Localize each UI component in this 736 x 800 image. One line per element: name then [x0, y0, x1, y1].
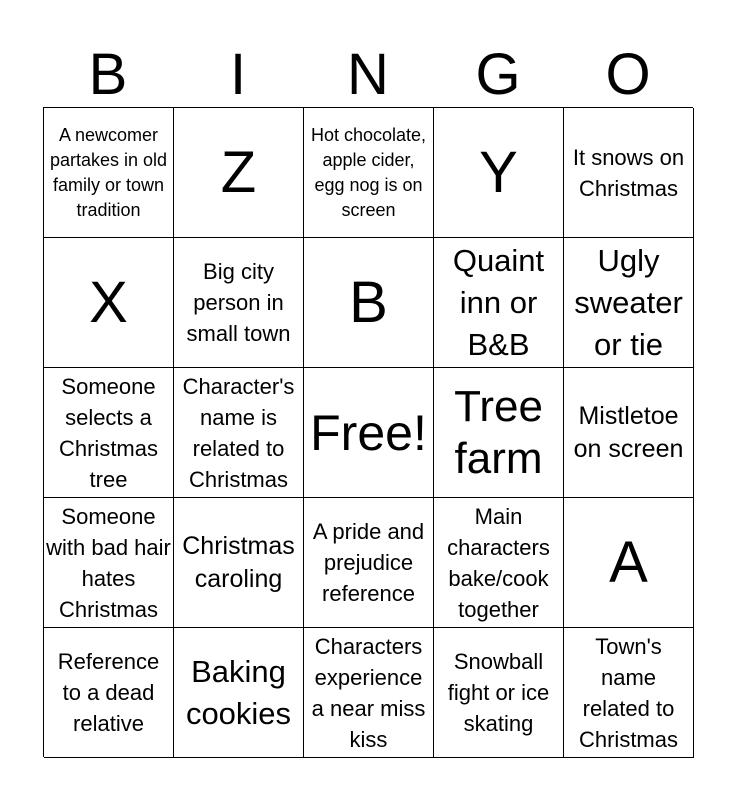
bingo-cell: Snowball fight or ice skating	[434, 628, 564, 758]
header-letter-n: N	[347, 42, 389, 107]
bingo-cell: Main characters bake/cook together	[434, 498, 564, 628]
bingo-cell: Someone with bad hair hates Christmas	[44, 498, 174, 628]
bingo-cell: Reference to a dead relative	[44, 628, 174, 758]
bingo-cell: Mistletoe on screen	[564, 368, 694, 498]
bingo-cell: Baking cookies	[174, 628, 304, 758]
bingo-header	[43, 44, 693, 106]
bingo-cell: Big city person in small town	[174, 238, 304, 368]
bingo-cell: Town's name related to Christmas	[564, 628, 694, 758]
bingo-cell: Character's name is related to Christmas	[174, 368, 304, 498]
bingo-grid	[43, 107, 693, 757]
bingo-cell: B	[304, 238, 434, 368]
bingo-cell: Quaint inn or B&B	[434, 238, 564, 368]
bingo-cell: A newcomer partakes in old family or town tradition	[44, 108, 174, 238]
bingo-cell: Characters experience a near miss kiss	[304, 628, 434, 758]
header-letter-g: G	[475, 42, 521, 107]
header-letter-i: I	[229, 42, 247, 107]
bingo-cell: Tree farm	[434, 368, 564, 498]
bingo-cell: It snows on Christmas	[564, 108, 694, 238]
header-letter-o: O	[605, 42, 651, 107]
bingo-cell: Hot chocolate, apple cider, egg nog is on screen	[304, 108, 434, 238]
bingo-cell: Someone selects a Christmas tree	[44, 368, 174, 498]
bingo-cell: X	[44, 238, 174, 368]
bingo-cell: Ugly sweater or tie	[564, 238, 694, 368]
bingo-cell: Y	[434, 108, 564, 238]
header-letter-b: B	[88, 42, 128, 107]
bingo-cell: A pride and prejudice reference	[304, 498, 434, 628]
bingo-cell: Z	[174, 108, 304, 238]
bingo-cell: Christmas caroling	[174, 498, 304, 628]
bingo-cell: A	[564, 498, 694, 628]
free-space: Free!	[304, 368, 434, 498]
